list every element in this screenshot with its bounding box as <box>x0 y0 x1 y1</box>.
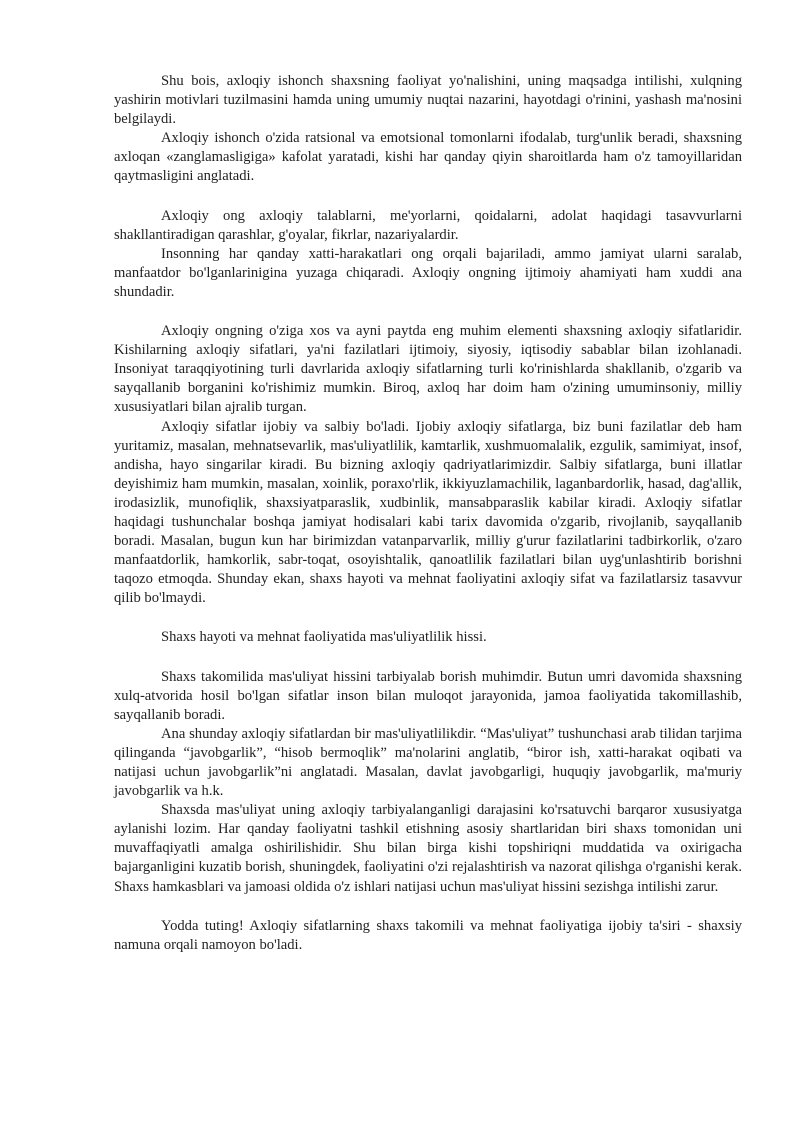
paragraph-gap <box>114 648 742 668</box>
paragraph-moral-qualities: Axloqiy ongning o'ziga xos va ayni paytda eng muhim elementi shaxsning axloqiy sifatlaridir. Kishilarning axloqiy sifatlari, ya'ni fazilatlari ijtimoiy, siyosiy, iqtisodiy sabablar bilan izohlanadi. Insoniyat taraqqiyotining turli davrlarida axloqiy sifatlarning turli ko'rinishlarda shakllanib, o'zgarib va sayqallanib borganini ko'rishimiz mumkin. Biroq, axloq har doim ham o'zining umuminsoniy, milliy xususiyatlari bilan ajralib turgan. <box>114 323 742 416</box>
paragraph-gap <box>114 608 742 628</box>
paragraph-gap <box>114 897 742 917</box>
paragraph-gap <box>114 187 742 207</box>
paragraph-responsibility-definition: Ana shunday axloqiy sifatlardan bir mas'uliyatlilikdir. “Mas'uliyat” tushunchasi arab tilidan tarjima qilinganda “javobgarlik”, “hisob bermoqlik” ma'nolarini anglatib, “biror ish, xatti-harakat oqibati va natijasi uchun javobgarlik”ni anglatadi. Masalan, davlat javobgarligi, huquqiy javobgarlik, ma'muriy javobgarlik va h.k. <box>114 725 742 800</box>
paragraph-moral-consciousness: Axloqiy ong axloqiy talablarni, me'yorlarni, qoidalarni, adolat haqidagi tasavvurlarni shakllantiradigan qarashlar, g'oyalar, fikrlar, nazariyalardir. <box>114 207 742 243</box>
paragraph-moral-conviction: Shu bois, axloqiy ishonch shaxsning faoliyat yo'nalishini, uning maqsadga intilishi, xulqning yashirin motivlari tuzilmasini hamda uning umumiy nuqtai nazarini, hayotdagi o'rinini, yashash ma'nosini belgilaydi. <box>114 73 742 128</box>
paragraph-remember-note: Yodda tuting! Axloqiy sifatlarning shaxs takomili va mehnat faoliyatiga ijobiy ta'siri - shaxsiy namuna orqali namoyon bo'ladi. <box>114 917 742 953</box>
paragraph-moral-conviction-stability: Axloqiy ishonch o'zida ratsional va emotsional tomonlarni ifodalab, turg'unlik beradi, shaxsning axloqan «zanglamasligiga» kafolat yaratadi, kishi har qanday qiyin sharoitlarda ham o'z tamoyillaridan qaytmasligini anglatadi. <box>114 130 742 185</box>
paragraph-gap <box>114 302 742 322</box>
section-heading-responsibility: Shaxs hayoti va mehnat faoliyatida mas'uliyatlilik hissi. <box>161 629 487 646</box>
paragraph-human-actions: Insonning har qanday xatti-harakatlari ong orqali bajariladi, ammo jamiyat ularni saralab, manfaatdor bo'lganlarinigina yuzaga chiqaradi. Axloqiy ongning ijtimoiy ahamiyati ham xuddi ana shundadir. <box>114 245 742 300</box>
paragraph-responsibility-in-activity: Shaxsda mas'uliyat uning axloqiy tarbiyalanganligi darajasini ko'rsatuvchi barqaror xususiyatga aylanishi lozim. Har qanday faoliyatni tashkil etishning asosiy shartlaridan biri shaxs tomonidan uni muvaffaqiyatli amalga oshirilishidir. Shu bilan birga kishi topshiriqni muddatida va oxirigacha bajarganligini kuzatib borish, shuningdek, faoliyatini o'zi rejalashtirish va nazorat qilishga o'rganishi kerak. Shaxs hamkasblari va jamoasi oldida o'z ishlari natijasi uchun mas'uliyat hissini sezishga intilishi zarur. <box>114 802 742 895</box>
document-page <box>114 72 742 955</box>
paragraph-positive-negative-qualities: Axloqiy sifatlar ijobiy va salbiy bo'ladi. Ijobiy axloqiy sifatlarga, biz buni fazilatlar deb ham yuritamiz, masalan, mehnatsevarlik, mas'uliyatlilik, kamtarlik, xushmuomalalik, ezgulik, samimiyat, insof, andisha, hayo singarilar kiradi. Bu bizning axloqiy qadriyatlarimizdir. Salbiy sifatlarga, buni illatlar deyishimiz ham mumkin, masalan, xoinlik, poraxo'rlik, ikkiyuzlamachilik, laganbardorlik, hasad, dag'allik, irodasizlik, munofiqlik, shaxsiyatparaslik, xudbinlik, mansabparaslik kabilar kiradi. Axloqiy sifatlar haqidagi tushunchalar boshqa jamiyat hodisalari kabi tarix davomida o'zgarib, rivojlanib, sayqallanib boradi. Masalan, bugun kun har birimizdan vatanparvarlik, milliy g'urur fazilatlarini tadbirkorlik, o'zaro manfaatdorlik, hamkorlik, sabr-toqat, osoyishtalik, qanoatlilik fazilatlari bilan uyg'unlashtirib borishni taqozo etmoqda. Shunday ekan, shaxs hayoti va mehnat faoliyatini axloqiy sifat va fazilatlarsiz tasavvur qilib bo'lmaydi. <box>114 418 742 607</box>
paragraph-responsibility-development: Shaxs takomilida mas'uliyat hissini tarbiyalab borish muhimdir. Butun umri davomida shaxsning xulq-atvorida hosil bo'lgan sifatlar inson bilan muloqot jarayonida, jamoa faoliyatida takomillashib, sayqallanib boradi. <box>114 668 742 723</box>
